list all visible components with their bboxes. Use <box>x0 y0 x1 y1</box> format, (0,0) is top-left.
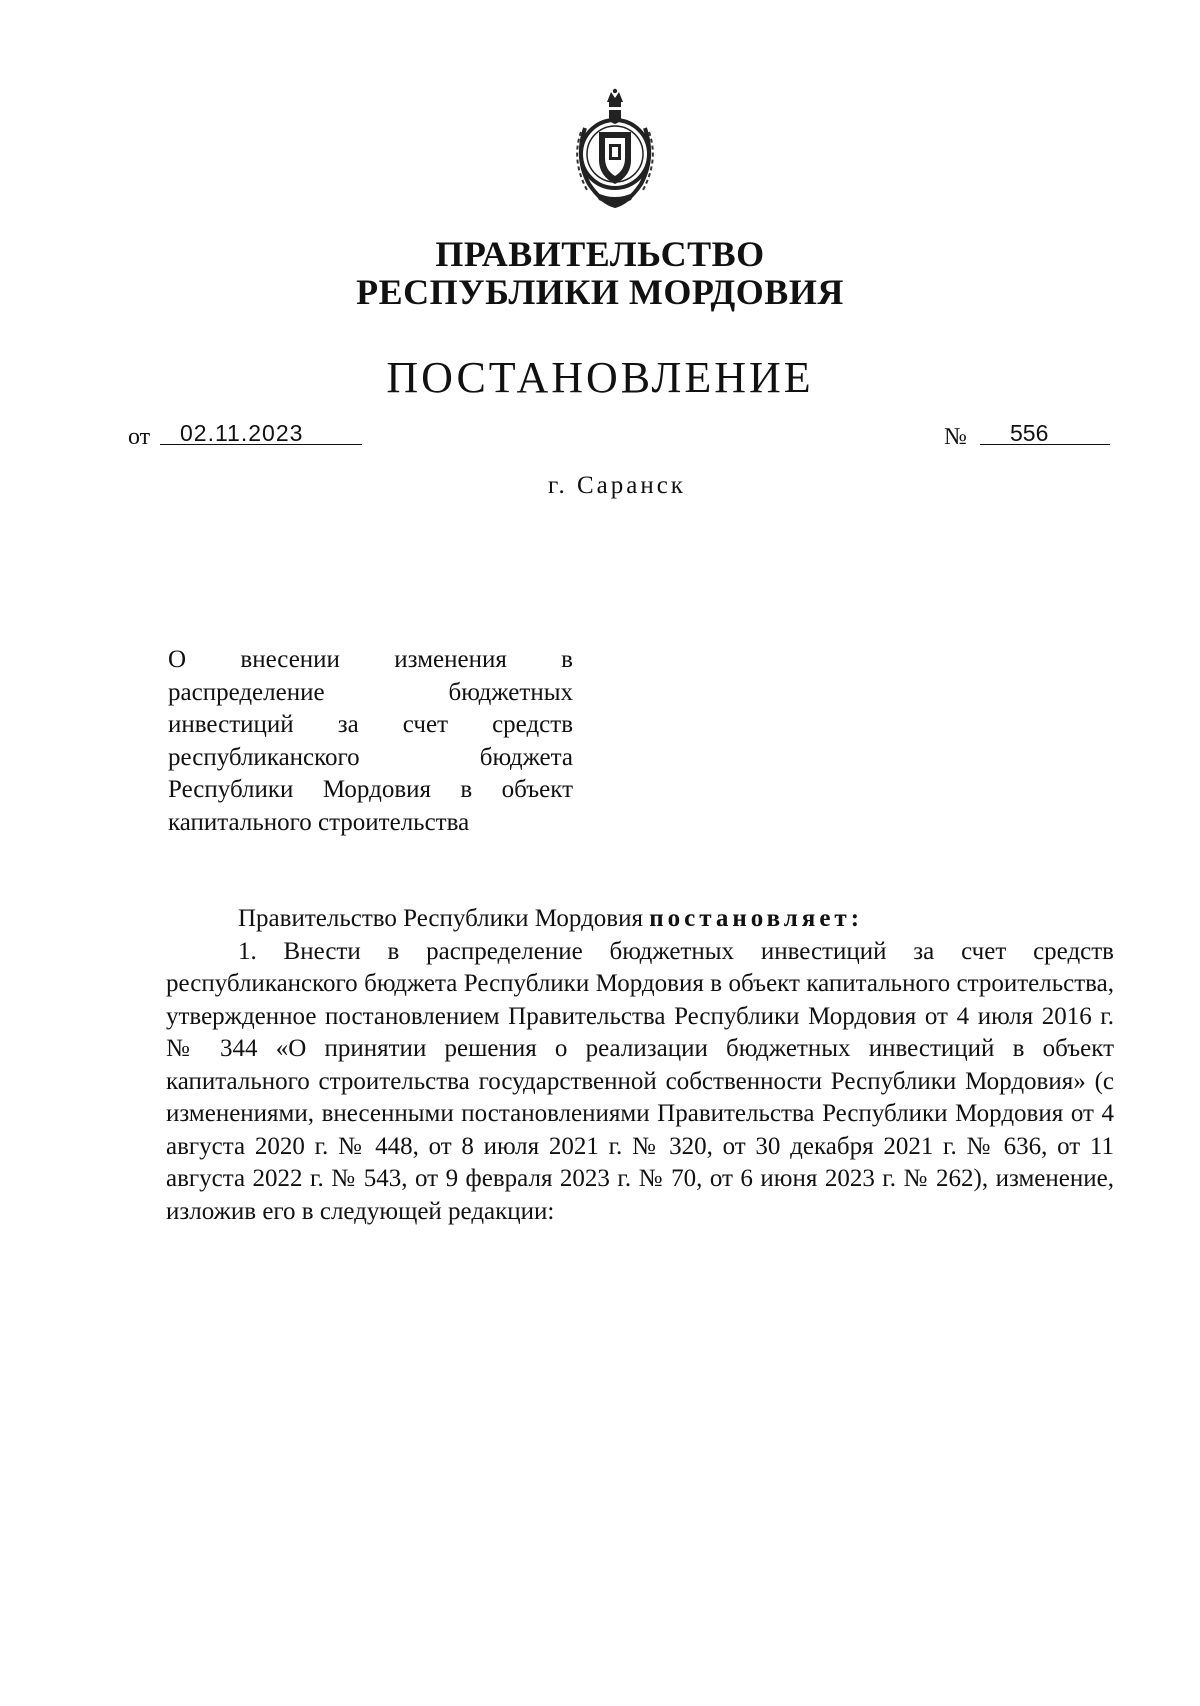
coat-of-arms-emblem-icon <box>565 88 665 212</box>
city-name: г. Саранск <box>548 472 686 499</box>
intro-emphasis: постановляет: <box>649 905 864 932</box>
date-label: от <box>128 424 151 450</box>
date-value: 02.11.2023 <box>180 420 304 446</box>
document-body <box>166 903 1114 1228</box>
number-value: 556 <box>1010 420 1049 446</box>
intro-text: Правительство Республики Мордовия <box>238 905 650 932</box>
org-name-line-2: РЕСПУБЛИКИ МОРДОВИЯ <box>356 272 844 312</box>
document-type-title: ПОСТАНОВЛЕНИЕ <box>386 353 814 402</box>
item-1-paragraph: 1. Внести в распределение бюджетных инвестиций за счет средств республиканского бюджета Республики Мордовия в объект капитального строительства, утвержденное постановлением Правительства Республики Мордовия от 4 июля 2016 г. № 344 «О принятии решения о реализации бюджетных инвестиций в объект капитального строительства государственной собственности Республики Мордовия» (с изменениями, внесенными постановлениями Правительства Республики Мордовия от 4 августа 2020 г. № 448, от 8 июля 2021 г. № 320, от 30 декабря 2021 г. № 636, от 11 августа 2022 г. № 543, от 9 февраля 2023 г. № 70, от 6 июня 2023 г. № 262), изменение, изложив его в следующей редакции: <box>166 937 1114 1225</box>
org-name-line-1: ПРАВИТЕЛЬСТВО <box>435 234 765 274</box>
document-subject: О внесении изменения в распределение бюджетных инвестиций за счет средств республиканского бюджета Республики Мордовия в объект капитального строительства <box>168 646 573 836</box>
number-label: № <box>944 424 967 450</box>
intro-paragraph <box>166 903 1114 936</box>
